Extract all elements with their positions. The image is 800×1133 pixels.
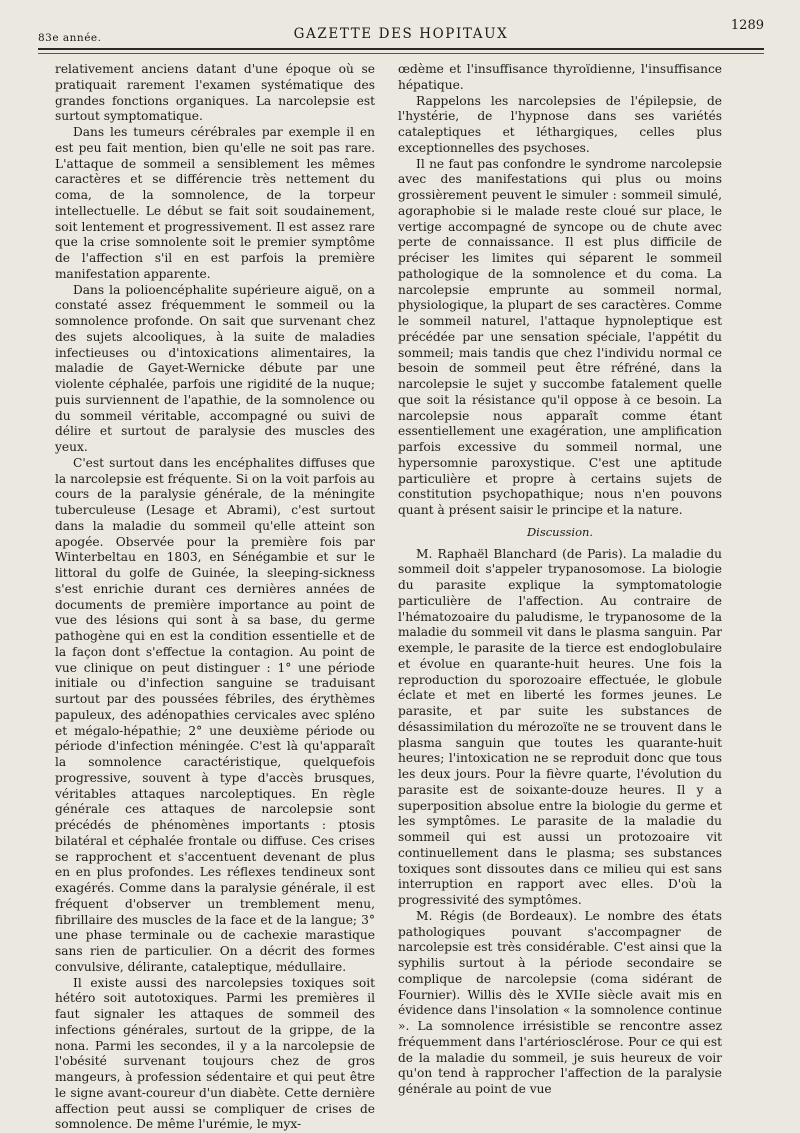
- paragraph: œdème et l'insuffisance thyroïdienne, l'insuffisance hépatique.: [398, 62, 722, 94]
- paragraph: Il ne faut pas confondre le syndrome narcolepsie avec des manifestations qui plus ou moins grossièrement peuvent le simuler : sommeil simulé, agoraphobie si le malade reste cloué sur place, le vertige accompagné de syncope ou de chute avec perte de connaissance. Il est plus difficile de préciser les limites qui séparent le sommeil pathologique de la somnolence et du coma. La narcolepsie emprunte au sommeil normal, physiologique, la plupart de ses caractères. Comme le sommeil naturel, l'attaque hypnoleptique est précédée par une sensation spéciale, l'appétit du sommeil; mais tandis que chez l'individu normal ce besoin de sommeil peut être réfréné, dans la narcolepsie le sujet y succombe fatalement quelle que soit la résistance qu'il oppose à ce besoin. La narcolepsie nous apparaît comme étant essentiellement une exagération, une amplification parfois excessive du sommeil normal, une hypersomnie paroxystique. C'est une aptitude particulière et propre à certains sujets de constitution psychopathique; nous n'en pouvons quant à présent saisir le principe et la nature.: [398, 157, 722, 519]
- page-number: 1289: [731, 18, 764, 33]
- header-rule: [38, 53, 764, 54]
- paragraph: Dans la polioencéphalite supérieure aiguë, on a constaté assez fréquemment le sommeil ou la somnolence profonde. On sait que survenant chez des sujets alcooliques, à la suite de maladies infectieuses ou d'intoxications alimentaires, la maladie de Gayet-Wernicke débute par une violente céphalée, parfois une rigidité de la nuque; puis surviennent de l'apathie, de la somnolence ou du sommeil véritable, accompagné ou suivi de délire et surtout de paralysie des muscles des yeux.: [55, 283, 375, 456]
- paragraph: Dans les tumeurs cérébrales par exemple il en est peu fait mention, bien qu'elle ne soit pas rare. L'attaque de sommeil a sensiblement les mêmes caractères et se différencie très nettement du coma, de la somnolence, de la torpeur intellectuelle. Le début se fait soit soudainement, soit lentement et progressivement. Il est assez rare que la crise somnolente soit le premier symptôme de l'affection s'il en est parfois la première manifestation apparente.: [55, 125, 375, 283]
- journal-title: GAZETTE DES HOPITAUX: [38, 26, 764, 42]
- discussion-heading: Discussion.: [398, 525, 722, 541]
- volume-label: 83e année.: [38, 32, 101, 44]
- right-column: [398, 62, 722, 1098]
- paragraph: M. Raphaël Blanchard (de Paris). La maladie du sommeil doit s'appeler trypanosomose. La biologie du parasite explique la symptomatologie particulière de l'affection. Au contraire de l'hématozoaire du paludisme, le trypanosome de la maladie du sommeil vit dans le plasma sanguin. Par exemple, le parasite de la tierce est endoglobulaire et évolue en quarante-huit heures. Une fois la reproduction du sporozoaire effectuée, le globule éclate et met en liberté les formes jeunes. Le parasite, et par suite les substances de désassimilation du mérozoïte ne se trouvent dans le plasma sanguin que toutes les quarante-huit heures; l'intoxication ne se reproduit donc que tous les deux jours. Pour la fièvre quarte, l'évolution du parasite est de soixante-douze heures. Il y a superposition absolue entre la biologie du germe et les symptômes. Le parasite de la maladie du sommeil qui est aussi un protozoaire vit continuellement dans le plasma; ses substances toxiques sont dissoutes dans ce milieu qui est sans interruption en rapport avec elles. D'où la progressivité des symptômes.: [398, 547, 722, 909]
- page-header: [38, 18, 764, 50]
- paragraph: C'est surtout dans les encéphalites diffuses que la narcolepsie est fréquente. Si on la voit parfois au cours de la paralysie générale, de la méningite tuberculeuse (Lesage et Abrami), c'est surtout dans la maladie du sommeil qu'elle atteint son apogée. Observée pour la première fois par Winterbeltau en 1803, en Sénégambie et sur le littoral du golfe de Guinée, la sleeping-sickness s'est enrichie durant ces dernières années de documents de première importance au point de vue des lésions qui sont à sa base, du germe pathogène qui en est la condition essentielle et de la façon dont s'effectue la contagion. Au point de vue clinique on peut distinguer : 1° une période initiale ou d'infection sanguine se traduisant surtout par des poussées fébriles, des érythèmes papuleux, des adénopathies cervicales avec spléno et mégalo-hépathie; 2° une deuxième période ou période d'infection méningée. C'est là qu'apparaît la somnolence caractéristique, quelquefois progressive, souvent à type d'accès brusques, véritables attaques narcoleptiques. En règle générale ces attaques de narcolepsie sont précédés de phénomènes importants : ptosis bilatéral et céphalée frontale ou diffuse. Ces crises se rapprochent et s'accentuent devenant de plus en en plus profondes. Les réflexes tendineux sont exagérés. Comme dans la paralysie générale, il est fréquent d'observer un tremblement menu, fibrillaire des muscles de la face et de la langue; 3° une phase terminale ou de cachexie marastique sans rien de particulier. On a décrit des formes convulsive, délirante, cataleptique, médullaire.: [55, 456, 375, 976]
- paragraph: Il existe aussi des narcolepsies toxiques soit hétéro soit autotoxiques. Parmi les premières il faut signaler les attaques de sommeil des infections générales, surtout de la grippe, de la nona. Parmi les secondes, il y a la narcolepsie de l'obésité survenant toujours chez de gros mangeurs, à profession sédentaire et qui peut être le signe avant-coureur d'un diabète. Cette dernière affection peut aussi se compliquer de crises de somnolence. De même l'urémie, le myx-: [55, 976, 375, 1133]
- paragraph: Rappelons les narcolepsies de l'épilepsie, de l'hystérie, de l'hypnose dans ses variétés cataleptiques et léthargiques, celles plus exceptionnelles des psychoses.: [398, 94, 722, 157]
- paragraph: M. Régis (de Bordeaux). Le nombre des états pathologiques pouvant s'accompagner de narcolepsie est très considérable. C'est ainsi que la syphilis surtout à la période secondaire se complique de narcolepsie (coma sidérant de Fournier). Willis dès le XVIIe siècle avait mis en évidence dans l'insolation « la somnolence continue ». La somnolence irrésistible se rencontre assez fréquemment dans l'artériosclérose. Pour ce qui est de la maladie du sommeil, je suis heureux de voir qu'on tend à rapprocher l'affection de la paralysie générale au point de vue: [398, 909, 722, 1098]
- paragraph: relativement anciens datant d'une époque où se pratiquait rarement l'examen systématique des grandes fonctions organiques. La narcolepsie est surtout symptomatique.: [55, 62, 375, 125]
- left-column: [55, 62, 375, 1133]
